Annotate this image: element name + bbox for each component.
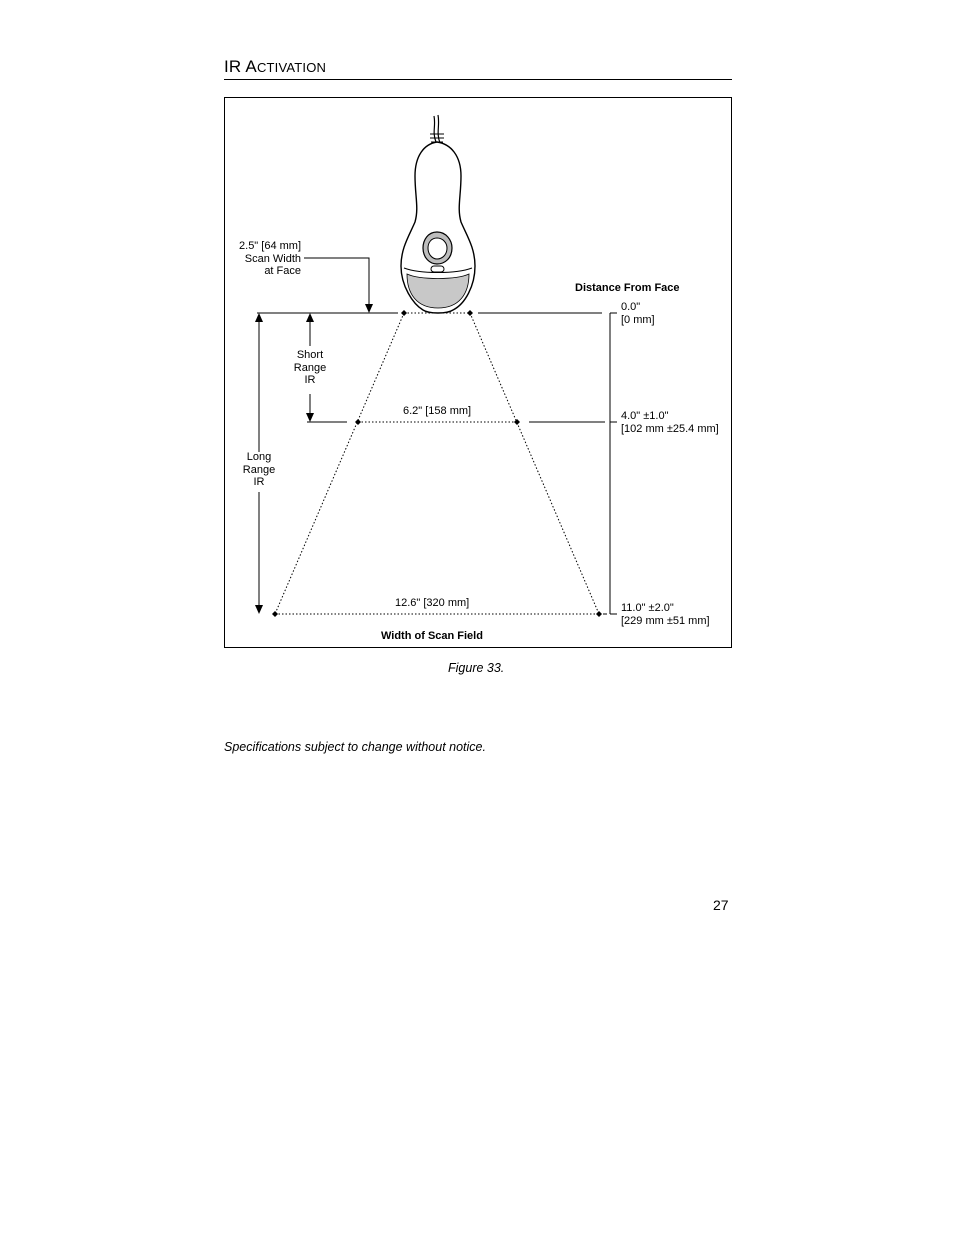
spec-note: Specifications subject to change without notice. [224,740,486,754]
long-range-width-label: 12.6" [320 mm] [395,597,470,609]
scan-width-leader [304,258,369,310]
distance-face-label: 0.0" [0 mm] [621,301,655,326]
scan-field-figure [224,97,732,648]
long-range-label: Long Range IR [242,451,276,488]
indicator-led [431,266,444,272]
distance-short-label: 4.0" ±1.0" [102 mm ±25.4 mm] [621,410,719,435]
page-number: 27 [713,897,729,913]
distance-from-face-title: Distance From Face [575,282,680,294]
section-heading: IR ACTIVATION [224,57,327,76]
scan-field-right-edge [470,313,599,614]
short-range-width-label: 6.2" [158 mm] [403,405,472,417]
width-of-scan-field-title: Width of Scan Field [381,630,483,642]
short-range-label: Short Range IR [293,349,327,386]
distance-long-label: 11.0" ±2.0" [229 mm ±51 mm] [621,602,710,627]
scan-width-label: 2.5" [64 mm] Scan Width at Face [239,240,301,277]
heading-rule [224,79,732,80]
figure-caption: Figure 33. [448,661,505,675]
